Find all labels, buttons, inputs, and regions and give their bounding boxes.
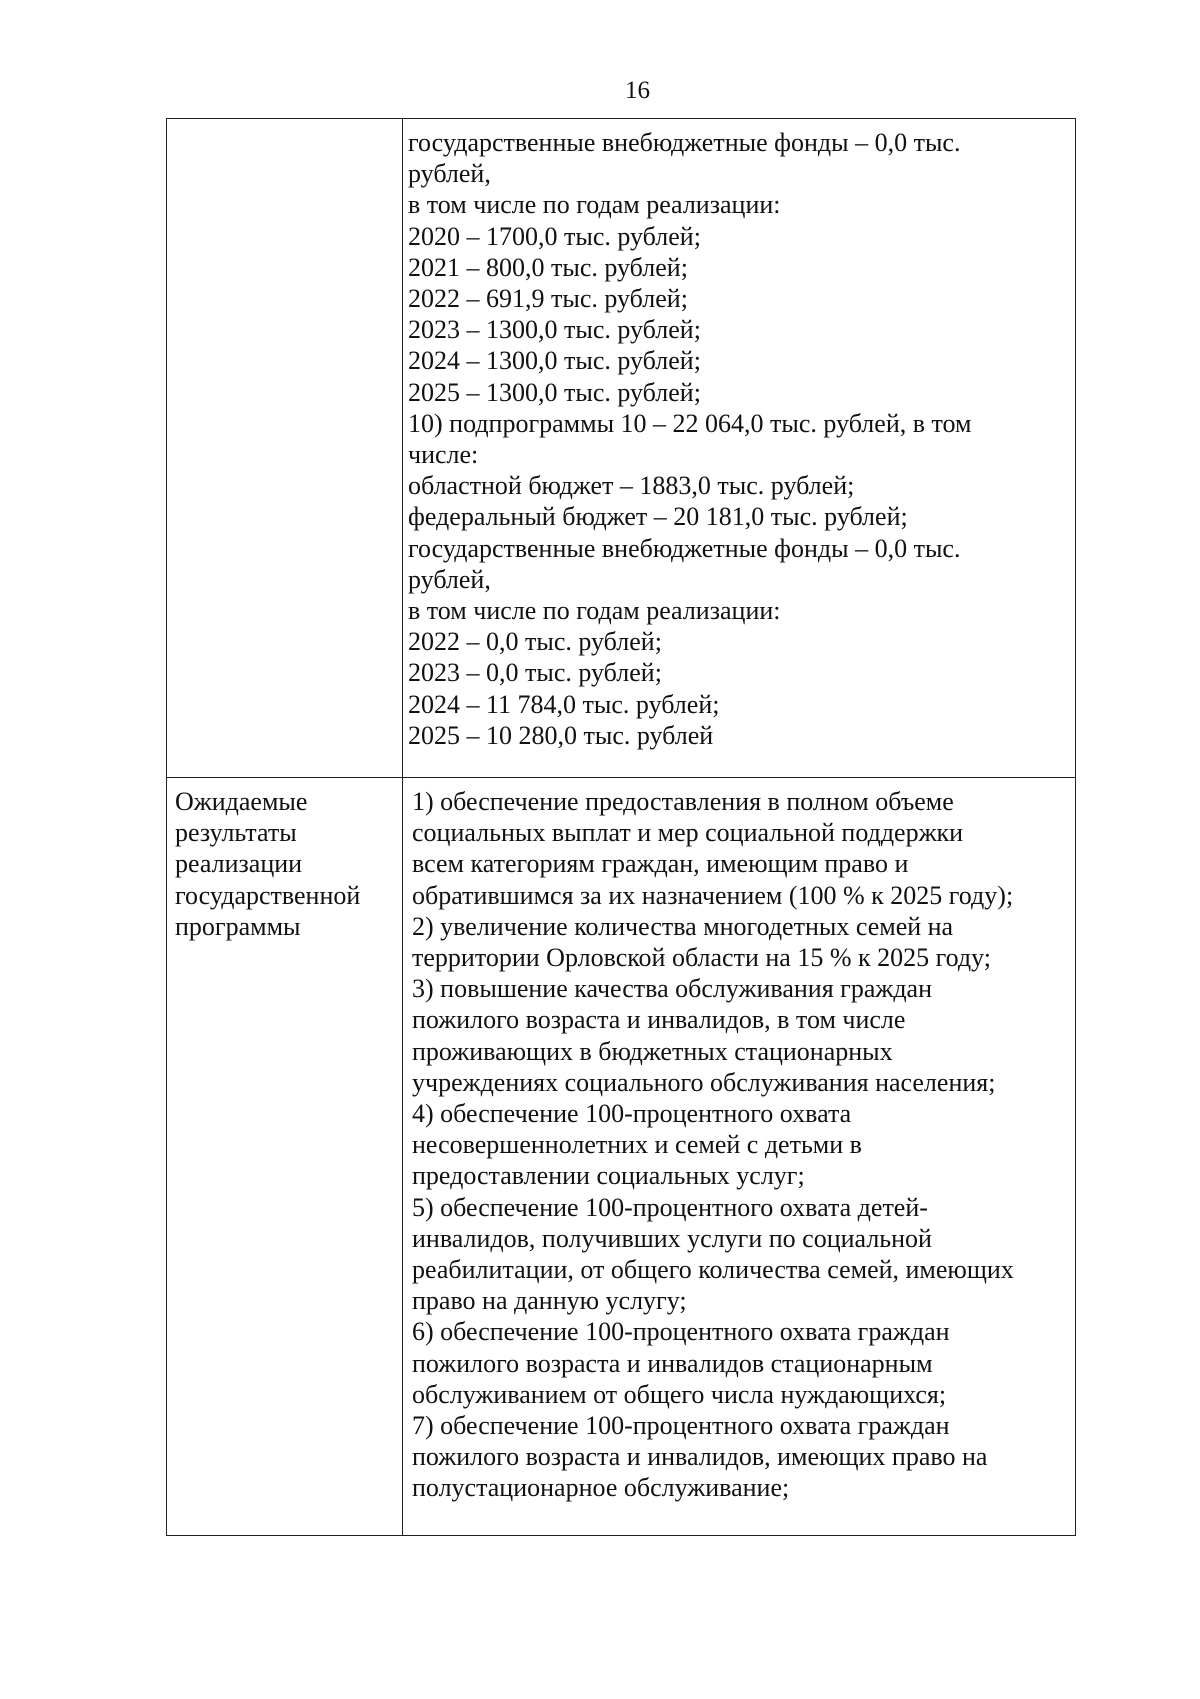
text-line: рублей, <box>408 159 491 189</box>
text-line: 2022 – 691,9 тыс. рублей; <box>408 284 688 314</box>
text-line: полустационарное обслуживание; <box>412 1473 790 1503</box>
text-line: 2023 – 1300,0 тыс. рублей; <box>408 315 701 345</box>
text-line: пожилого возраста и инвалидов, имеющих право на <box>412 1442 988 1472</box>
page-number: 16 <box>625 77 650 104</box>
text-line: государственные внебюджетные фонды – 0,0 тыс. <box>408 128 961 157</box>
expected-results-content-lines <box>403 778 1075 1504</box>
text-line: рублей, <box>408 564 491 594</box>
text-line: 2025 – 1300,0 тыс. рублей; <box>408 377 701 407</box>
text-line: пожилого возраста и инвалидов, в том числе <box>412 1005 906 1035</box>
row-content-cell <box>403 119 1076 778</box>
text-line: проживающих в бюджетных стационарных <box>412 1036 893 1066</box>
text-line: 2021 – 800,0 тыс. рублей; <box>408 252 688 282</box>
text-line: в том числе по годам реализации: <box>408 596 781 626</box>
row-content-cell <box>403 778 1076 1536</box>
text-line: 2020 – 1700,0 тыс. рублей; <box>408 221 701 251</box>
text-line: реабилитации, от общего количества семей, имеющих <box>412 1255 1014 1285</box>
text-line: результаты <box>175 818 297 848</box>
text-line: 2022 – 0,0 тыс. рублей; <box>408 627 662 657</box>
text-line: социальных выплат и мер социальной поддержки <box>412 818 964 848</box>
text-line: пожилого возраста и инвалидов стационарным <box>412 1348 933 1378</box>
row-label-cell <box>167 119 403 778</box>
text-line: 3) повышение качества обслуживания граждан <box>412 974 933 1004</box>
table-row-funding <box>167 119 1076 778</box>
text-line: реализации <box>175 849 303 879</box>
text-line: 2) увеличение количества многодетных семей на <box>412 911 954 941</box>
text-line: государственной <box>175 880 361 910</box>
text-line: программы <box>175 911 301 941</box>
text-line: территории Орловской области на 15 % к 2025 году; <box>412 943 991 973</box>
program-passport-table <box>166 118 1076 1536</box>
text-line: предоставлении социальных услуг; <box>412 1161 805 1191</box>
text-line: учреждениях социального обслуживания населения; <box>412 1067 996 1097</box>
text-line: 6) обеспечение 100-процентного охвата граждан <box>412 1317 950 1347</box>
text-line: областной бюджет – 1883,0 тыс. рублей; <box>408 471 855 501</box>
text-line: числе: <box>408 440 479 470</box>
text-line: Ожидаемые <box>175 787 308 816</box>
text-line: 2024 – 1300,0 тыс. рублей; <box>408 346 701 376</box>
text-line: 4) обеспечение 100-процентного охвата <box>412 1099 852 1129</box>
table-row-expected-results <box>167 778 1076 1536</box>
text-line: инвалидов, получивших услуги по социальной <box>412 1223 932 1253</box>
text-line: государственные внебюджетные фонды – 0,0 тыс. <box>408 533 961 563</box>
text-line: обратившимся за их назначением (100 % к 2025 году); <box>412 880 1014 910</box>
text-line: несовершеннолетних и семей с детьми в <box>412 1130 862 1160</box>
text-line: обслуживанием от общего числа нуждающихся; <box>412 1379 947 1409</box>
text-line: 2024 – 11 784,0 тыс. рублей; <box>408 689 720 719</box>
text-line: 2025 – 10 280,0 тыс. рублей <box>408 720 714 750</box>
text-line: 5) обеспечение 100-процентного охвата детей- <box>412 1192 928 1222</box>
expected-results-label-lines <box>167 778 402 942</box>
text-line: 2023 – 0,0 тыс. рублей; <box>408 658 662 688</box>
text-line: право на данную услугу; <box>412 1286 687 1316</box>
text-line: 7) обеспечение 100-процентного охвата граждан <box>412 1411 950 1441</box>
text-line: федеральный бюджет – 20 181,0 тыс. рублей; <box>408 502 908 532</box>
text-line: 10) подпрограммы 10 – 22 064,0 тыс. рублей, в том <box>408 408 972 438</box>
text-line: в том числе по годам реализации: <box>408 190 781 220</box>
row-label-lines <box>167 119 402 127</box>
row-label-cell <box>167 778 403 1536</box>
funding-content-lines <box>403 119 1075 751</box>
text-line: 1) обеспечение предоставления в полном объеме <box>412 787 954 816</box>
text-line: всем категориям граждан, имеющим право и <box>412 849 909 879</box>
